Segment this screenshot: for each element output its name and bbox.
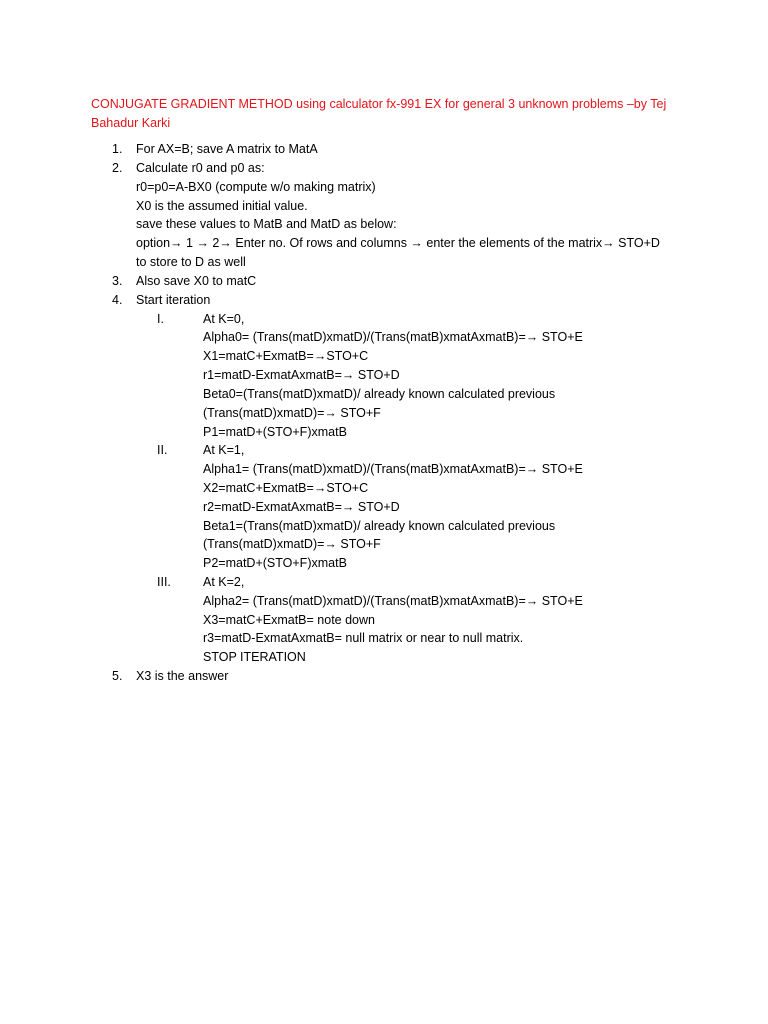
iteration-line: (Trans(matD)xmatD)=→ STO+F [203,537,381,551]
iteration-line: Alpha2= (Trans(matD)xmatD)/(Trans(matB)xmatAxmatB)=→ STO+E [203,594,583,608]
iteration-number: II. [157,443,168,457]
iteration-line: STOP ITERATION [203,650,306,664]
iteration-line: At K=1, [203,443,245,457]
iteration-line: At K=2, [203,575,245,589]
iteration-number: I. [157,312,164,326]
document-title: CONJUGATE GRADIENT METHOD using calculator fx-991 EX for general 3 unknown problems –by Tej Bahadur Karki [91,97,667,130]
item-number: 2. [112,161,123,175]
item-number: 4. [112,293,123,307]
item-line: save these values to MatB and MatD as below: [136,217,397,231]
iteration-line: Alpha1= (Trans(matD)xmatD)/(Trans(matB)xmatAxmatB)=→ STO+E [203,462,583,476]
iteration-line: X2=matC+ExmatB=→STO+C [203,481,369,495]
iteration-line: P1=matD+(STO+F)xmatB [203,425,347,439]
item-number: 3. [112,274,123,288]
item-line: option→ 1 → 2→ Enter no. Of rows and columns → enter the elements of the matrix→ STO+D [136,236,660,250]
iteration-number: III. [157,575,171,589]
item-line: to store to D as well [136,255,246,269]
item-line: X0 is the assumed initial value. [136,199,308,213]
iteration-line: X1=matC+ExmatB=→STO+C [203,349,369,363]
iteration-line: Beta1=(Trans(matD)xmatD)/ already known calculated previous [203,519,556,533]
item-line: r0=p0=A-BX0 (compute w/o making matrix) [136,180,376,194]
iteration-line: r3=matD-ExmatAxmatB= null matrix or near to null matrix. [203,631,524,645]
iteration-line: (Trans(matD)xmatD)=→ STO+F [203,406,381,420]
iteration-line: X3=matC+ExmatB= note down [203,613,375,627]
iteration-line: r2=matD-ExmatAxmatB=→ STO+D [203,500,400,514]
iteration-line: At K=0, [203,312,245,326]
item-line: X3 is the answer [136,669,229,683]
iteration-line: r1=matD-ExmatAxmatB=→ STO+D [203,368,400,382]
item-line: Also save X0 to matC [136,274,257,288]
item-number: 5. [112,669,123,683]
item-line: Calculate r0 and p0 as: [136,161,265,175]
item-number: 1. [112,142,123,156]
iteration-line: P2=matD+(STO+F)xmatB [203,556,347,570]
item-line: Start iteration [136,293,211,307]
item-line: For AX=B; save A matrix to MatA [136,142,318,156]
iteration-line: Alpha0= (Trans(matD)xmatD)/(Trans(matB)xmatAxmatB)=→ STO+E [203,330,583,344]
iteration-line: Beta0=(Trans(matD)xmatD)/ already known calculated previous [203,387,556,401]
